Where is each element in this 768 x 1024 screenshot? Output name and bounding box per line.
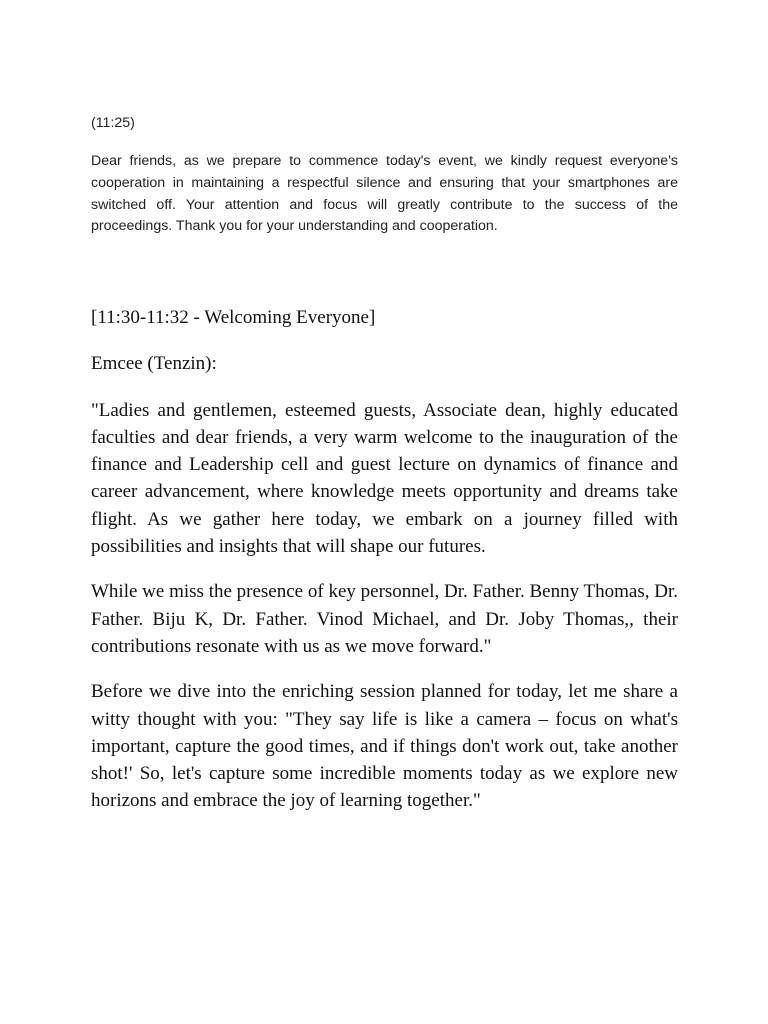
timestamp: (11:25) (91, 115, 135, 131)
absent-personnel-paragraph: While we miss the presence of key personnel, Dr. Father. Benny Thomas, Dr. Father. Biju K, Dr. Father. Vinod Michael, and Dr. Joby Thomas,, their contributions resonate with us as we move forward." (91, 581, 678, 657)
welcome-section (91, 304, 678, 833)
section-heading: [11:30-11:32 - Welcoming Everyone] (91, 307, 376, 328)
witty-thought-paragraph: Before we dive into the enriching session planned for today, let me share a witty thought with you: "They say life is like a camera – focus on what's important, capture the good times, and if things don't work out, take another shot!' So, let's capture some incredible moments today as we explore new horizons and embrace the joy of learning together." (91, 681, 678, 812)
speaker-label: Emcee (Tenzin): (91, 353, 217, 375)
silence-notice: Dear friends, as we prepare to commence today's event, we kindly request everyone's cooperation in maintaining a respectful silence and ensuring that your smartphones are switched off. Your attention and focus will greatly contribute to the success of the proceedings. Thank you for your understanding and cooperation. (91, 153, 678, 235)
welcome-paragraph: "Ladies and gentlemen, esteemed guests, Associate dean, highly educated faculties and dear friends, a very warm welcome to the inauguration of the finance and Leadership cell and guest lecture on dynamics of finance and career advancement, where knowledge meets opportunity and dreams take flight. As we gather here today, we embark on a journey filled with possibilities and insights that will shape our futures. (91, 399, 678, 558)
